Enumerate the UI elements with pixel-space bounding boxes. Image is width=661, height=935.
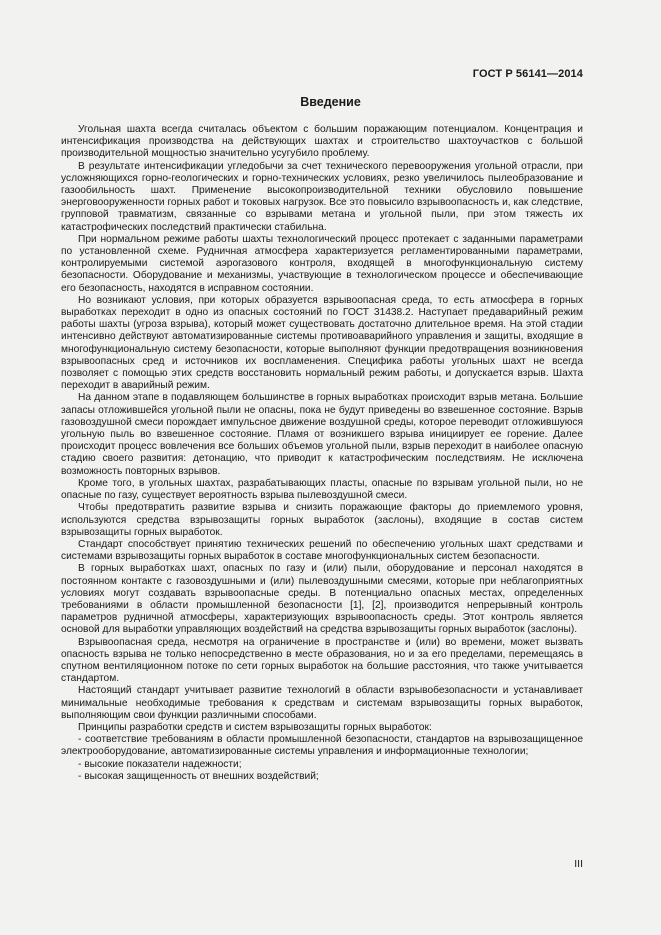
- paragraph: Взрывоопасная среда, несмотря на ограничение в пространстве и (или) во времени, может вызвать опасность взрыва не только непосредственно в месте образования, но и за его пределами, перемещаясь в спутном вентиляционном потоке по сети горных выработок на большие расстояния, что также учитывается стандартом.: [61, 636, 583, 685]
- list-item: - соответствие требованиям в области промышленной безопасности, стандартов на взрывозащищенное электрооборудование, автоматизированные системы управления и информационные технологии;: [61, 734, 583, 758]
- page-number: III: [574, 858, 583, 870]
- list-item: - высокие показатели надежности;: [78, 758, 242, 770]
- paragraph: В горных выработках шахт, опасных по газу и (или) пыли, оборудование и персонал находятся в постоянном контакте с газовоздушными и (или) пылевоздушными смесями, которые при неблагоприятных условиях могут создавать взрывоопасные среды. В потенциально опасных местах, определенных требованиями в области промышленной безопасности [1], [2], производится непрерывный контроль параметров рудничной атмосферы, характеризующих взрывоопасность среды. Этот контроль является основой для выработки управляющих воздействий на средства взрывозащиты горных выработок (заслоны).: [61, 563, 583, 636]
- standard-header: ГОСТ Р 56141—2014: [472, 68, 583, 80]
- paragraph: В результате интенсификации угледобычи за счет технического перевооружения угольной отрасли, при усложняющихся горно-геологических и горно-технических условиях, резко увеличилось пылеобразование и газообильность шахт. Применение высокопроизводительной техники обусловило повышение энерговооруженности горных работ и токовых нагрузок. Все это повысило взрывоопасность и, как следствие, групповой травматизм, связанные со взрывами метана и угольной пыли, при этом тяжесть их катастрофических последствий практически стабильна.: [61, 160, 583, 233]
- paragraph: Стандарт способствует принятию технических решений по обеспечению угольных шахт средствами и системами взрывозащиты горных выработок в составе многофункциональных систем безопасности.: [61, 538, 583, 563]
- paragraph: Кроме того, в угольных шахтах, разрабатывающих пласты, опасные по взрывам угольной пыли, но не опасные по газу, существует вероятность взрыва пылевоздушной смеси.: [61, 477, 583, 502]
- paragraph: Принципы разработки средств и систем взрывозащиты горных выработок:: [78, 721, 432, 733]
- paragraph: Угольная шахта всегда считалась объектом с большим поражающим потенциалом. Концентрация и интенсификация производства на действующих шахтах и строительство шахтоучастков с большой производительной мощностью значительно усугубило проблему.: [61, 124, 583, 160]
- paragraph: Но возникают условия, при которых образуется взрывоопасная среда, то есть атмосфера в горных выработках переходит в одно из опасных состояний по ГОСТ 31438.2. Наступает предаварийный режим работы шахты (угроза взрыва), который может существовать достаточно длительное время. На этой стадии интенсивно действуют автоматизированные системы противоаварийного управления и защиты, входящие в многофункциональную систему безопасности, которые выполняют функции предотвращения возникновения взрывоопасных сред и источников их воспламенения. Специфика работы угольных шахт не всегда позволяет с помощью этих средств восстановить нормальный режим работы, и допускается взрыв. Шахта переходит в аварийный режим.: [61, 294, 583, 392]
- document-body: [61, 124, 583, 783]
- list-item: - высокая защищенность от внешних воздействий;: [78, 770, 319, 782]
- paragraph: При нормальном режиме работы шахты технологический процесс протекает с заданными параметрами по установленной схеме. Рудничная атмосфера характеризуется регламентированными параметрами, контролируемыми системой аэрогазового контроля, входящей в многофункциональную систему безопасности. Оборудование и механизмы, участвующие в технологическом процессе и обеспечивающие его безопасность, находятся в исправном состоянии.: [61, 233, 583, 294]
- section-title: Введение: [300, 95, 361, 109]
- paragraph: Чтобы предотвратить развитие взрыва и снизить поражающие факторы до приемлемого уровня, используются средства взрывозащиты горных выработок (заслоны), входящие в состав систем взрывозащиты горных выработок.: [61, 502, 583, 538]
- paragraph: На данном этапе в подавляющем большинстве в горных выработках происходит взрыв метана. Большие запасы отложившейся угольной пыли не опасны, пока не будут приведены во взвешенное состояние. Взрыв газовоздушной смеси порождает импульсное движение воздушной среды, которое переводит отложившуюся угольную пыль во взвешенное состояние. Пламя от возникшего взрыва инициирует ее горение. Далее происходит процесс вовлечения все больших объемов угольной пыли, взрыв переходит в наиболее опасную стадию своего развития: детонацию, что приводит к катастрофическим последствиям. Не исключена возможность повторных взрывов.: [61, 392, 583, 477]
- paragraph: Настоящий стандарт учитывает развитие технологий в области взрывобезопасности и устанавливает минимальные необходимые требования к средствам и системам взрывозащиты горных выработок, выполняющим свои функции различными способами.: [61, 685, 583, 721]
